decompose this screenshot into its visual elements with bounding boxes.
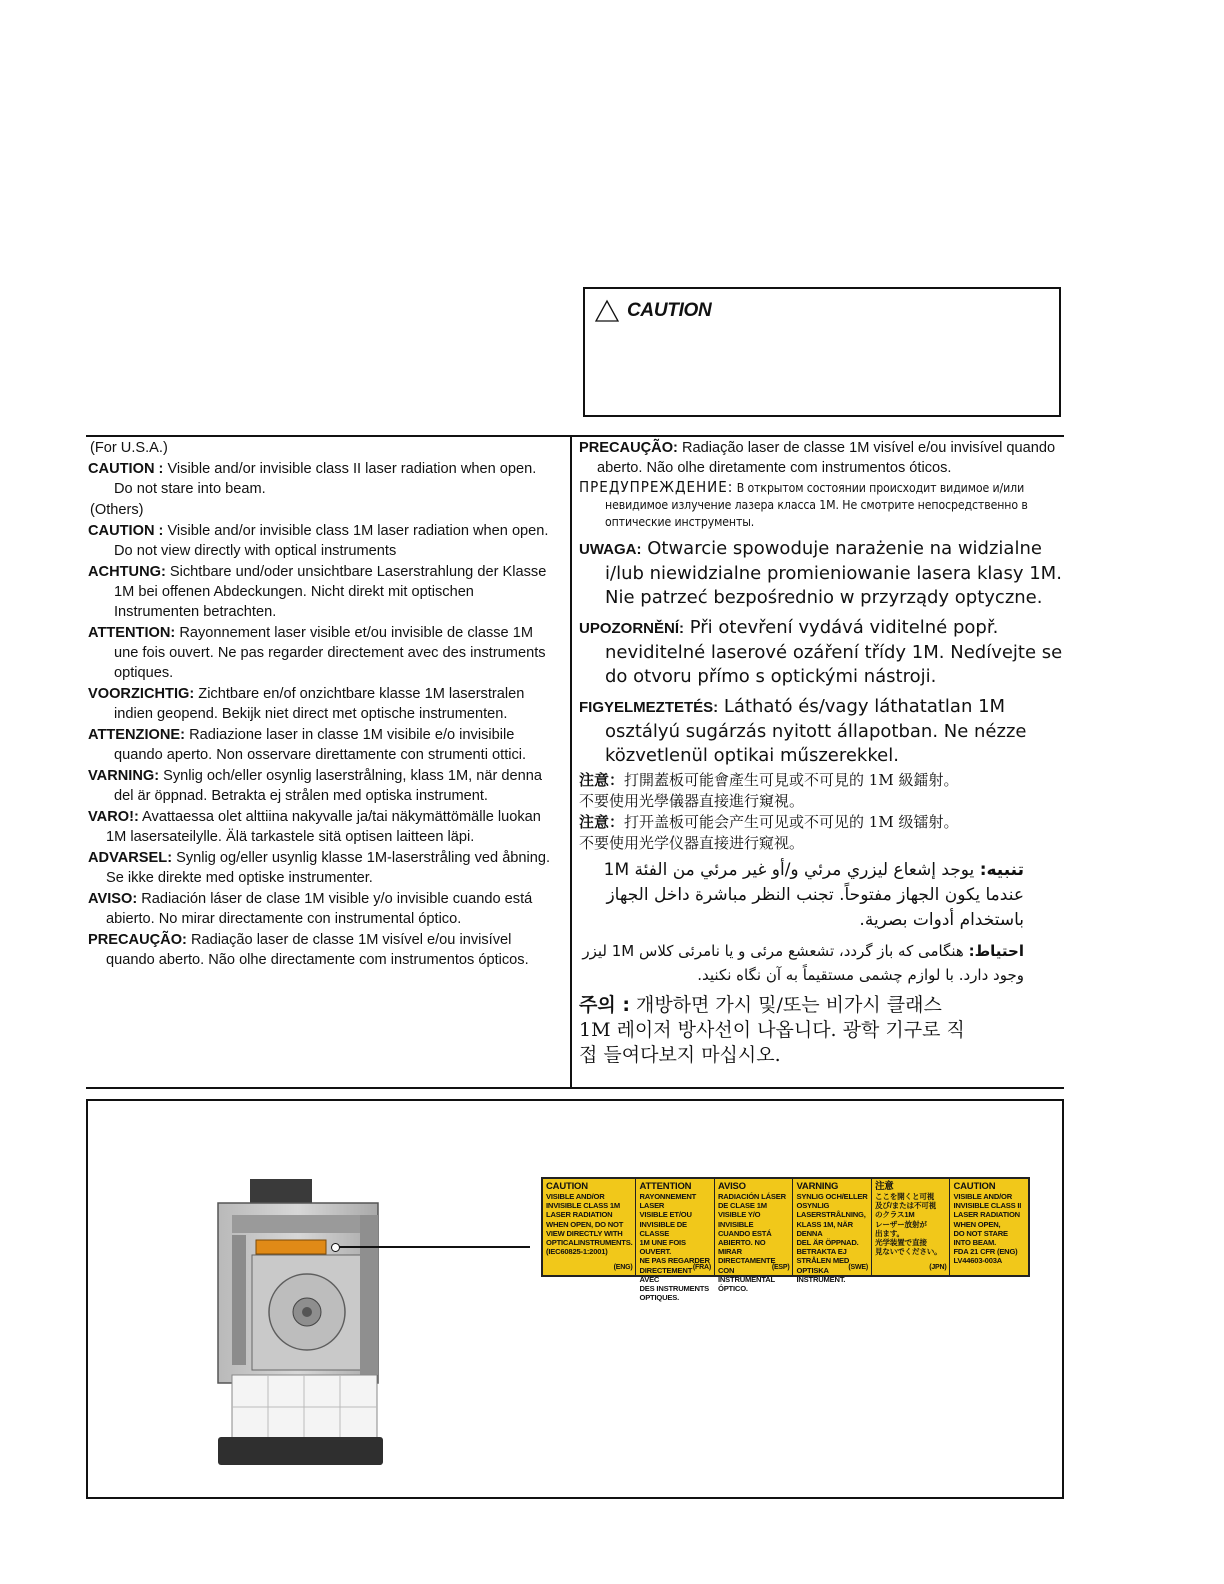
warning-fa: احتياط: هنگامی که باز گردد، تشعشع مرئی و یا نامرئی کلاس 1M لیزر وجود دارد. با لوازم چشمی مستقیماً به آن نگاه نکنید. bbox=[582, 942, 1024, 984]
label-cell-body: ここを開くと可視 及び/または不可視 のクラス1M レーザー放射が 出ます。 光学装置で直接 見ないでください。 bbox=[874, 1192, 942, 1257]
warning-entry bbox=[88, 562, 558, 622]
warning-text: Visible and/or invisible class II laser radiation when open. Do not stare into beam. bbox=[114, 461, 537, 497]
warning-text: Radiación láser de clase 1M visible y/o invisible cuando está abierto. No mirar directamente con instrumental óptico. bbox=[106, 891, 533, 927]
label-cell-lang: (JPN) bbox=[929, 1263, 947, 1271]
warning-zh-tw: 注意：打開蓋板可能會產生可見或不可見的 1M 級鐳射。 不要使用光學儀器直接進行窺視。 bbox=[579, 771, 959, 810]
label-cell-title: CAUTION bbox=[953, 1181, 996, 1192]
warning-heading: VOORZICHTIG: bbox=[88, 686, 195, 702]
table-center-divider bbox=[570, 437, 572, 1087]
table-bottom-rule bbox=[86, 1087, 1064, 1089]
warning-heading: CAUTION : bbox=[88, 523, 164, 539]
warning-ru: ПРЕДУПРЕЖДЕНИЕ: В открытом состоянии происходит видимое и/или невидимое излучение лазера класса 1М. Не смотрите непосредственно в оптические инструменты. bbox=[579, 478, 1028, 529]
warning-text: Avattaessa olet alttiina nakyvalle ja/tai näkymättömälle luokan 1M lasersateilylle. Älä tarkastele sitä optisen laitteen läpi. bbox=[106, 809, 541, 845]
warning-heading: PRECAUÇÃO: bbox=[88, 932, 187, 948]
warning-heading: CAUTION : bbox=[88, 461, 164, 477]
label-leader-dot bbox=[331, 1243, 340, 1252]
label-cell-body: VISIBLE AND/OR INVISIBLE CLASS II LASER RADIATION WHEN OPEN, DO NOT STARE INTO BEAM. FDA 21 CFR (ENG) LV44603-003A bbox=[953, 1192, 1022, 1266]
warning-cs: UPOZORNĚNÍ: Při otevření vydává viditelné popř. neviditelné laserové ozáření třídy 1M. Nedívejte se do otvoru přímo s optickými nástroji. bbox=[579, 617, 1063, 687]
label-cell-body: RAYONNEMENT LASER VISIBLE ET/OU INVISIBLE DE CLASSE 1M UNE FOIS OUVERT. NE PAS REGARDER DIRECTEMENT AVEC DES INSTRUMENTS OPTIQUES. bbox=[639, 1192, 710, 1303]
warning-text: Rayonnement laser visible et/ou invisible de classe 1M une fois ouvert. Ne pas regarder directement avec des instruments optiques. bbox=[114, 625, 546, 681]
caution-header bbox=[595, 299, 711, 323]
warning-text: Visible and/or invisible class 1M laser radiation when open. Do not view directly with optical instruments bbox=[114, 523, 549, 559]
drive-unit-illustration bbox=[212, 1175, 392, 1470]
label-cell bbox=[715, 1179, 794, 1294]
warning-entry bbox=[88, 623, 558, 683]
label-cell-title: CAUTION bbox=[546, 1181, 588, 1192]
warning-zh-cn: 注意：打开盖板可能会产生可见或不可见的 1M 级镭射。 不要使用光学仪器直接进行窥视。 bbox=[579, 813, 959, 852]
warning-entry bbox=[88, 521, 558, 561]
warning-entry bbox=[88, 725, 558, 765]
warning-pl: UWAGA: Otwarcie spowoduje narażenie na widzialne i/lub niewidzialne promieniowanie lasera klasy 1M. Nie patrzeć bezpośrednio w przyrządy optyczne. bbox=[579, 538, 1062, 608]
label-cell-title: AVISO bbox=[717, 1181, 746, 1192]
warning-heading: AVISO: bbox=[88, 891, 138, 907]
right-warning-column bbox=[579, 438, 1064, 1068]
warning-entry bbox=[88, 930, 558, 970]
warning-entry bbox=[88, 807, 558, 847]
warning-heading: VARNING: bbox=[88, 768, 160, 784]
warning-entry bbox=[88, 766, 558, 806]
warning-heading: ATTENTION: bbox=[88, 625, 176, 641]
label-cell-lang: (ENG) bbox=[613, 1263, 633, 1271]
region-note: (Others) bbox=[90, 502, 144, 518]
label-cell bbox=[793, 1179, 872, 1284]
warning-entry bbox=[88, 684, 558, 724]
label-cell-body: VISIBLE AND/OR INVISIBLE CLASS 1M LASER RADIATION WHEN OPEN, DO NOT VIEW DIRECTLY WITH OPTICALINSTRUMENTS. (IEC60825-1:2001) bbox=[546, 1192, 633, 1257]
warning-triangle-icon bbox=[595, 299, 619, 323]
warning-heading: VARO!: bbox=[88, 809, 139, 825]
warning-heading: ATTENZIONE: bbox=[88, 727, 186, 743]
warning-entry bbox=[88, 459, 558, 499]
warning-ko: 주의 : 개방하면 가시 및/또는 비가시 클래스 1M 레이저 방사선이 나옵니다. 광학 기구로 직접 들여다보지 마십시오. bbox=[579, 994, 965, 1066]
label-cell bbox=[950, 1179, 1028, 1275]
warning-text: Zichtbare en/of onzichtbare klasse 1M laserstralen indien geopend. Bekijk niet direct met optische instrumenten. bbox=[114, 686, 525, 722]
label-cell-title: 注意 bbox=[874, 1181, 894, 1192]
label-cell-title: ATTENTION bbox=[639, 1181, 692, 1192]
warning-text: Radiação laser de classe 1M visível e/ou invisível quando aberto. Não olhe directamente com instrumentos ópticos. bbox=[106, 932, 529, 968]
label-cell-body: RADIACIÓN LÁSER DE CLASE 1M VISIBLE Y/O INVISIBLE CUANDO ESTÁ ABIERTO. NO MIRAR DIRECTAMENTE CON INSTRUMENTAL ÓPTICO. bbox=[717, 1192, 786, 1294]
label-cell-title: VARNING bbox=[796, 1181, 839, 1192]
warning-pt-br: PRECAUÇÃO: Radiação laser de classe 1M visível e/ou invisível quando aberto. Não olhe diretamente com instrumentos óticos. bbox=[579, 440, 1056, 476]
warning-entry bbox=[88, 848, 558, 888]
label-cell-lang: (ESP) bbox=[771, 1263, 790, 1271]
label-cell bbox=[543, 1179, 636, 1275]
caution-title: CAUTION bbox=[627, 300, 712, 321]
label-leader-line bbox=[336, 1246, 530, 1248]
label-cell-body: SYNLIG OCH/ELLER OSYNLIG LASERSTRÅLNING, KLASS 1M, NÄR DENNA DEL ÄR ÖPPNAD. BETRAKTA EJ STRÅLEN MED OPTISKA INSTRUMENT. bbox=[796, 1192, 868, 1284]
warning-entry bbox=[88, 889, 558, 929]
warning-text: Sichtbare und/oder unsichtbare Laserstrahlung der Klasse 1M bei offenen Abdeckungen. Nicht direkt mit optischen Instrumenten betrachten. bbox=[114, 564, 547, 620]
caution-label bbox=[541, 1177, 1030, 1303]
warning-text: Synlig og/eller usynlig klasse 1M-laserstråling ved åbning. Se ikke direkte med optiske instrumenter. bbox=[106, 850, 551, 886]
warning-heading: ACHTUNG: bbox=[88, 564, 166, 580]
label-cell-lang: (SWE) bbox=[848, 1263, 868, 1271]
region-note: (For U.S.A.) bbox=[90, 440, 168, 456]
warning-heading: ADVARSEL: bbox=[88, 850, 173, 866]
warning-text: Radiazione laser in classe 1M visibile e/o invisibile quando aperto. Non osservare direttamente con strumenti ottici. bbox=[114, 727, 527, 763]
left-warning-column bbox=[88, 438, 558, 971]
label-cell bbox=[872, 1179, 951, 1275]
label-cell-lang: (FRA) bbox=[692, 1263, 711, 1271]
table-top-rule bbox=[86, 435, 1064, 437]
warning-text: Synlig och/eller osynlig laserstrålning, klass 1M, när denna del är öppnad. Betrakta ej strålen med optiska instrument. bbox=[114, 768, 542, 804]
caution-box bbox=[583, 287, 1061, 417]
label-cell bbox=[636, 1179, 715, 1303]
warning-ar: تنبيه: يوجد إشعاع ليزري مرئي و/أو غير مرئي من الفئة 1M عندما يكون الجهاز مفتوحاً. تجنب النظر مباشرة داخل الجهاز باستخدام أدوات بصرية. bbox=[603, 860, 1024, 930]
warning-hu: FIGYELMEZTETÉS: Látható és/vagy láthatatlan 1M osztályú sugárzás nyitott állapotban. Ne nézze közvetlenül optikai műszerekkel. bbox=[579, 696, 1027, 766]
